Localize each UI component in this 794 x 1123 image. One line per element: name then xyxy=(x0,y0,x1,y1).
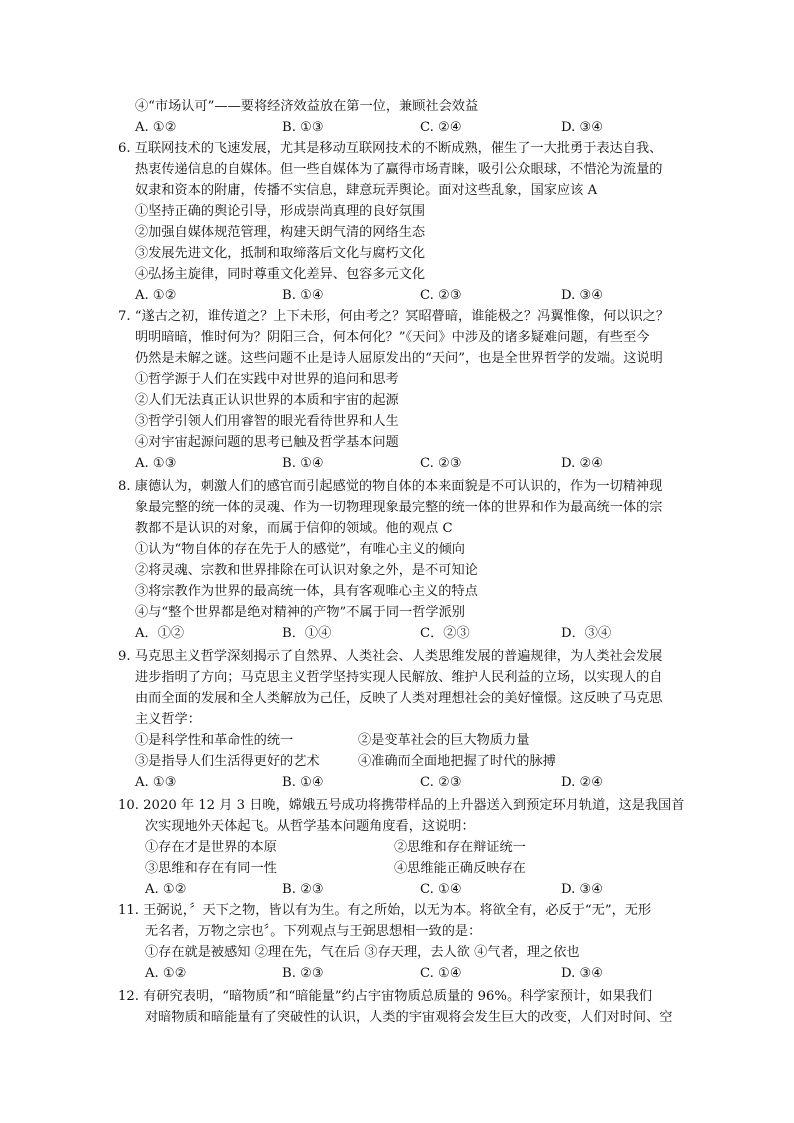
q8-item-3: ③将宗教作为世界的最高统一体，具有客观唯心主义的特点 xyxy=(135,584,478,599)
q6-item-2: ②加强自媒体规范管理，构建天朗气清的网络生态 xyxy=(135,225,426,240)
q8-item-4: ④与“整个世界都是绝对精神的产物”不属于同一哲学派别 xyxy=(135,605,465,620)
q9-item-3: ③是指导人们生活得更好的艺术 xyxy=(135,754,320,769)
q7-item-1: ①哲学源于人们在实践中对世界的追问和思考 xyxy=(135,372,399,387)
q8-option-b: B．①④ xyxy=(282,626,332,641)
q11-option-b: B. ②③ xyxy=(282,966,324,981)
q10-item-2: ②思维和存在辩证统一 xyxy=(394,840,526,855)
q6-stem-line-2: 热衷传递信息的自媒体。但一些自媒体为了赢得市场青睐，吸引公众眼球，不惜沦为流量的 xyxy=(135,162,663,177)
q10-option-d: D. ③④ xyxy=(561,882,604,897)
q11-option-a: A. ①② xyxy=(145,966,187,981)
q9-option-d: D. ②④ xyxy=(561,775,604,790)
q6-stem-line-3: 奴隶和资本的附庸，传播不实信息，肆意玩弄舆论。面对这些乱象，国家应该 A xyxy=(135,183,598,198)
q7-item-2: ②人们无法真正认识世界的本质和宇宙的起源 xyxy=(135,393,399,408)
q5-option-c: C. ②④ xyxy=(420,120,462,135)
q7-item-4: ④对宇宙起源问题的思考已触及哲学基本问题 xyxy=(135,435,399,450)
q5-option-d: D. ③④ xyxy=(561,120,604,135)
q6-item-4: ④弘扬主旋律，同时尊重文化差异、包容多元文化 xyxy=(135,267,426,282)
q10-stem-line-2: 次实现地外天体起飞。从哲学基本问题角度看，这说明： xyxy=(145,819,475,834)
q7-stem-line-1: 7. “遂古之初，谁传道之？上下未形，何由考之？冥昭瞢暗，谁能极之？冯翼惟像，何以识之？ xyxy=(118,309,670,324)
q7-option-a: A. ①③ xyxy=(135,456,177,471)
q12-stem-line-1: 12. 有研究表明，“暗物质”和“暗能量”约占宇宙物质总质量的 96%。科学家预计，如果我们 xyxy=(118,989,653,1004)
q9-item-2: ②是变革社会的巨大物质力量 xyxy=(358,733,530,748)
q8-option-a: A．①② xyxy=(135,626,185,641)
q8-item-2: ②将灵魂、宗教和世界排除在可认识对象之外，是不可知论 xyxy=(135,563,478,578)
q10-option-a: A. ①② xyxy=(145,882,187,897)
q9-option-c: C. ②③ xyxy=(420,775,462,790)
q6-option-d: D. ③④ xyxy=(561,288,604,303)
q5-option-b: B. ①③ xyxy=(282,120,324,135)
q8-stem-line-1: 8. 康德认为，刺激人们的感官而引起感觉的物自体的本来面貌是不可认识的，作为一切精神现 xyxy=(118,479,663,494)
q7-option-c: C. ②③ xyxy=(420,456,462,471)
q10-item-3: ③思维和存在有同一性 xyxy=(145,861,277,876)
q7-stem-line-2: 明明暗暗，惟时何为？阴阳三合，何本何化？”《天问》中涉及的诸多疑难问题，有些至今 xyxy=(135,330,650,345)
q8-option-d: D．③④ xyxy=(561,626,612,641)
q9-option-b: B. ①④ xyxy=(282,775,324,790)
q7-stem-line-3: 仍然是未解之谜。这些问题不止是诗人屈原发出的“天问”，也是全世界哲学的发端。这说明 xyxy=(135,351,663,366)
q6-option-c: C. ②③ xyxy=(420,288,462,303)
q6-option-a: A. ①② xyxy=(135,288,177,303)
q9-item-4: ④准确而全面地把握了时代的脉搏 xyxy=(358,754,556,769)
q9-stem-line-4: 主义哲学： xyxy=(135,712,201,727)
q11-option-d: D. ③④ xyxy=(561,966,604,981)
q7-option-d: D. ②④ xyxy=(561,456,604,471)
q9-stem-line-1: 9. 马克思主义哲学深刻揭示了自然界、人类社会、人类思维发展的普遍规律，为人类社会发展 xyxy=(118,649,663,664)
q9-option-a: A. ①③ xyxy=(135,775,177,790)
q12-stem-line-2: 对暗物质和暗能量有了突破性的认识，人类的宇宙观将会发生巨大的改变，人们对时间、空 xyxy=(145,1010,673,1025)
q10-option-b: B. ②③ xyxy=(282,882,324,897)
q11-option-c: C. ①④ xyxy=(420,966,462,981)
q5-option-a: A. ①② xyxy=(135,120,177,135)
q9-stem-line-3: 由而全面的发展和全人类解放为己任，反映了人类对理想社会的美好憧憬。这反映了马克思 xyxy=(135,691,663,706)
q9-item-1: ①是科学性和革命性的统一 xyxy=(135,733,294,748)
q5-item-4: ④“市场认可”——要将经济效益放在第一位，兼顾社会效益 xyxy=(135,99,479,114)
q8-stem-line-3: 教都不是认识的对象，而属于信仰的领域。他的观点 C xyxy=(135,521,453,536)
q7-option-b: B. ①④ xyxy=(282,456,324,471)
q8-stem-line-2: 象最完整的统一体的灵魂、作为一切物理现象最完整的统一体的世界和作为最高统一体的宗 xyxy=(135,500,663,515)
q10-stem-line-1: 10. 2020 年 12 月 3 日晚，嫦娥五号成功将携带样品的上升器送入到预定环月轨道，这是我国首 xyxy=(118,798,685,813)
q11-stem-line-2: 无名者，万物之宗也〞。下列观点与王弼思想相一致的是： xyxy=(145,924,482,939)
q10-item-1: ①存在才是世界的本原 xyxy=(145,840,277,855)
q9-stem-line-2: 进步指明了方向；马克思主义哲学坚持实现人民解放、维护人民利益的立场，以实现人的自 xyxy=(135,670,663,685)
q8-item-1: ①认为“物自体的存在先于人的感觉”，有唯心主义的倾向 xyxy=(135,542,465,557)
q10-option-c: C. ①④ xyxy=(420,882,462,897)
q6-stem-line-1: 6. 互联网技术的飞速发展，尤其是移动互联网技术的不断成熟，催生了一大批勇于表达自我、 xyxy=(118,141,663,156)
q7-item-3: ③哲学引领人们用睿智的眼光看待世界和人生 xyxy=(135,414,399,429)
q8-option-c: C．②③ xyxy=(420,626,470,641)
q11-stem-line-1: 11. 王弼说，〞天下之物，皆以有为生。有之所始，以无为本。将欲全有，必反于“无”，无形 xyxy=(118,903,652,918)
q6-item-3: ③发展先进文化，抵制和取缔落后文化与腐朽文化 xyxy=(135,246,426,261)
q11-items: ①存在就是被感知 ②理在先，气在后 ③存天理，去人欲 ④气者，理之依也 xyxy=(145,945,580,960)
q6-option-b: B. ①④ xyxy=(282,288,324,303)
q6-item-1: ①坚持正确的舆论引导，形成崇尚真理的良好氛围 xyxy=(135,204,426,219)
q10-item-4: ④思维能正确反映存在 xyxy=(394,861,526,876)
